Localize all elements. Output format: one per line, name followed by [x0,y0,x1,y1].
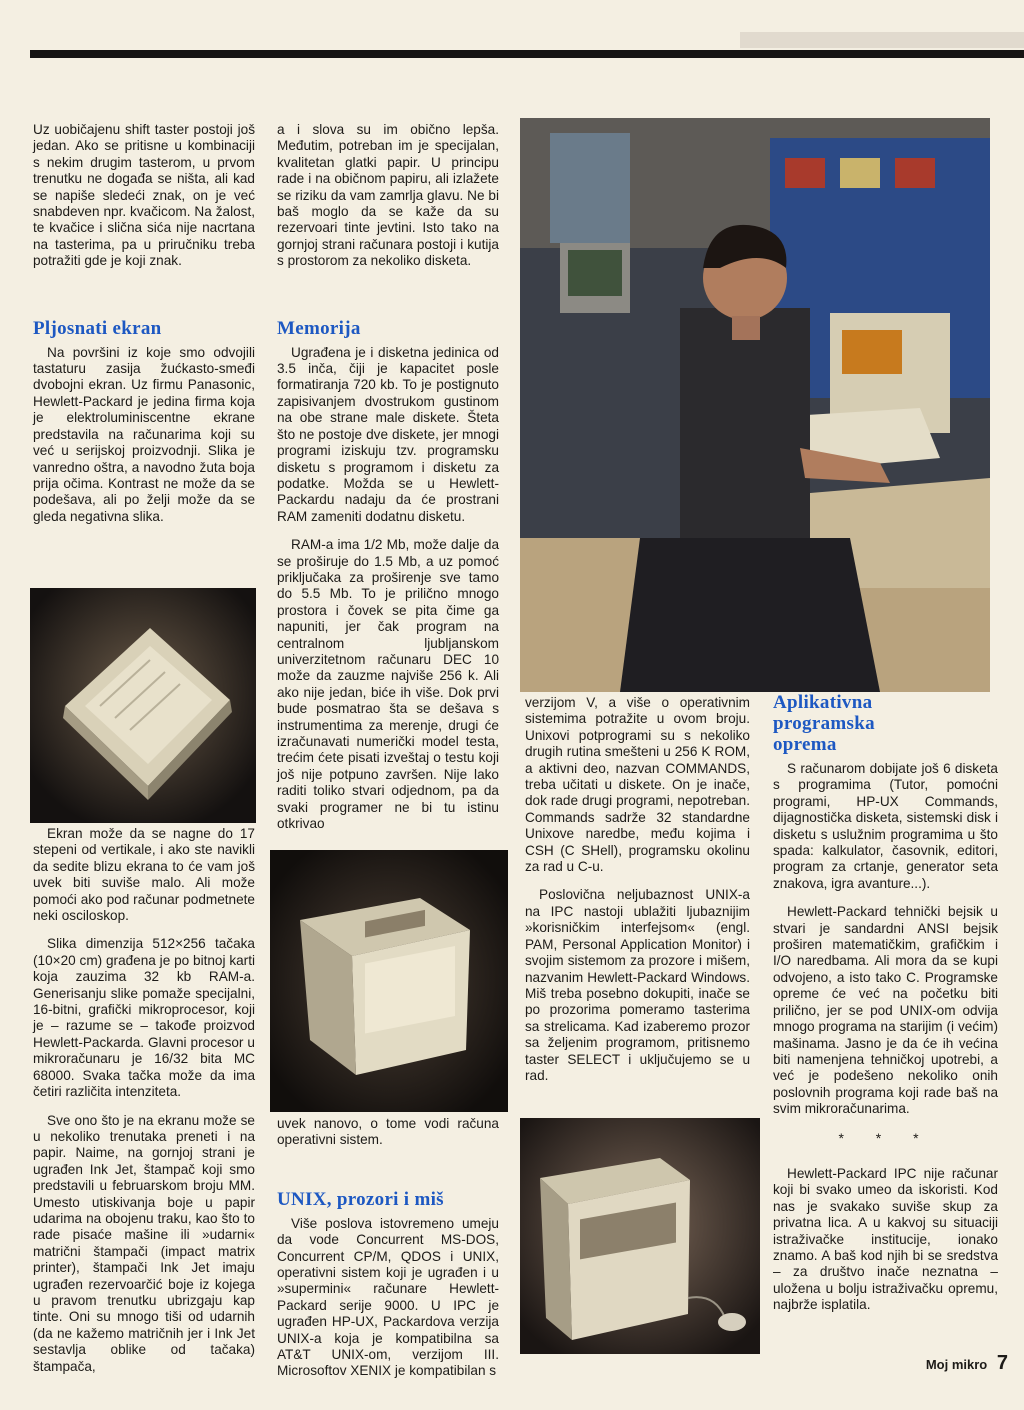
col4-paragraph-1: S računarom dobijate još 6 disketa s programima (Tutor, pomoćni programi, HP-UX Commands, dijagnostička disketa, sistemski disk i disketu s uslužnim programima u što spada: kalkulator, časovnik, editori, program za crtanje, generator seta znakova, igra avanture...). [773,761,998,891]
photo-computer-with-mouse [520,1118,760,1354]
col1-paragraph-1: Na površini iz koje smo odvojili tastaturu zasija žućkasto-smeđi dvobojni ekran. Uz firmu Panasonic, Hewlett-Packard je jedina firma koja je elektroluminiscentne ekrane predstavila na računarima koji su već u serijskoj proizvodnji. Slika je vanredno oštra, a navodno žuta boja prija očima. Kontrast ne može da se podešava, ali po želji može da se gleda negativna slika. [33,344,255,524]
col2-paragraph-4: Više poslova istovremeno umeju da vode Concurrent MS-DOS, Concurrent CP/M, QDOS i UNIX, operativni sistem koji je ugrađen i u »supermini« računare Hewlett-Packard serije 9000. U IPC je ugrađen HP-UX, Packardova verzija UNIX-a koja je kompatibilna sa AT&T UNIX-om, verzijom III. Microsoftov XENIX je kompatibilan s [277,1215,499,1379]
col1-paragraph-4: Sve ono što je na ekranu može se u nekoliko trenutaka preneti i na papir. Naime, na gornjoj strani je ugrađen Ink Jet, štampač koji smo predstavili u februarskom broju MM. Umesto utiskivanja boje u papir udarima na obojenu traku, kao što to rade pisaće mašine ili »udarni« matrični štampači (impact matrix printer), štampači Ink Jet imaju ugrađen rezervoarčić boje iz kojega u pravom trenutku ubrizgaju kap tinte. Oni su mnogo tiši od udarnih (da ne kažemo matričnih jer i Ink Jet sestavlja oblike od tačaka) štampača, [33,1112,255,1374]
heading-pljosnati-ekran: Pljosnati ekran [33,317,162,339]
col1-intro: Uz uobičajenu shift taster postoji još jedan. Ako se pritisne u kombinaciji s nekim drugim tasterom, u prvom trenutku ne događa se ništa, ali kad se napiše sledeći znak, on je već snabdeven npr. kvačicom. Na žalost, te kvačice i slična sića nije nacrtana na tasterima, pa u priručniku treba potražiti gde je koji znak. [33,122,255,269]
column-1-lower [33,826,255,1387]
page-number: 7 [996,1352,1008,1374]
faded-header-strip [740,32,1024,48]
top-rule [30,50,1024,58]
section-separator-stars: * * * [838,1129,933,1146]
column-2-lower [277,1116,499,1392]
col3-paragraph-2: Poslovična neljubaznost UNIX-a na IPC nastoji ublažiti ljubaznijim »korisničkim interfejsom« (engl. PAM, Personal Application Monitor) i svojim sistemom za prozore i mišem, nazvanim Hewlett-Packard Windows. Miš treba posebno dokupiti, inače se po prozorima pomeramo tasterima sa strelicama. Kad izaberemo prozor sa željenim programom, pritisnemo taster SELECT i uključujemo se u rad. [525,887,750,1083]
heading-memorija: Memorija [277,317,361,339]
magazine-name: Moj mikro [925,1357,988,1372]
column-4 [773,692,998,1326]
col1-paragraph-3: Slika dimenzija 512×256 tačaka (10×20 cm) građena je po bitnoj karti koja zauzima 32 kb RAM-a. Generisanju slike pomaže specijalni, 16-bitni, grafički mikroprocesor, koji je – razume se – takođe proizvod Hewlett-Packarda. Glavni procesor u mikroračunaru je 16/32 bita MC 68000. Svaka tačka može da ima četiri različita intenziteta. [33,936,255,1100]
col2-intro: a i slova su im obično lepša. Međutim, potreban im je specijalan, kvalitetan glatki papir. U principu rade i na običnom papiru, ali izlažete se riziku da vam zamrlja glavu. Ne bi baš moglo da se kaže da su rezervoari tinte jevtini. Isto tako na gornjoj strani računara postoji i kutija s prostorom za nekoliko disketa. [277,122,499,269]
heading-unix-prozori-mis: UNIX, prozori i miš [277,1188,444,1210]
col2-paragraph-2: RAM-a ima 1/2 Mb, može dalje da se proširuje do 1.5 Mb, a uz pomoć priključaka za proširenje sve tamo do 5.5 Mb. To je prilično mnogo prostora i čovek se pita čime ga napuniti, jer čak program na centralnom ljubljanskom univerzitetnom računaru DEC 10 može da zauzme najviše 256 k. Ali ako nije jedan, biće ih više. Dok prvi bude posmatrao šta se dešava s instrumentima za merenje, drugi će izračunavati numerički model testa, trećim ćete pisati izveštaj o testu koji još nije potpuno završen. Nije lako raditi toliko stvari odjednom, pa da svaki programer ne bi tu istinu otkrivao [277,537,499,832]
col2-paragraph-3: uvek nanovo, o tome vodi računa operativni sistem. [277,1116,499,1148]
photo-man-at-computer [520,118,990,692]
col3-paragraph-1: verzijom V, a više o operativnim sistemima potražite u ovom broju. Unixovi potprogrami su s nekoliko drugih rutina smešteni u 256 K ROM, a aktivni deo, nazvan COMMANDS, treba učitati u diskete. On je inače, dok rade drugi programi, nepotreban. Commands sadrže 32 standardne Unixove naredbe, među kojima i CSH (C SHell), programsku okolinu za rad u C-u. [525,695,750,875]
col4-paragraph-3: Hewlett-Packard IPC nije računar koji bi svako umeo da iskoristi. Kod nas je svakako suviše skup za privatna lica. A u kakvoj su situaciji istraživačke institucije, ionako znamo. A baš kod njih bi se sredstva – za društvo inače neznatna – uložena u bolju istraživačku opremu, najbrže isplatila. [773,1165,998,1313]
column-1 [33,122,255,537]
col4-paragraph-2: Hewlett-Packard tehnički bejsik u stvari je sandardni ANSI bejsik proširen matematičkim, grafičkim i I/O naredbama. Ali mora da se kupi odvojeno, a isto tako C. Programske opreme će već na početku biti prilično, jer se pod UNIX-om odvija mnogo programa na starijim (i većim) mašinama. Jasno je da će ih većina biti namenjena tehničkoj upotrebi, a već je podešeno nekoliko onih poslovnih programa koji rade baš na svim mikroračunarima. [773,904,998,1117]
col1-paragraph-2: Ekran može da se nagne do 17 stepeni od vertikale, i ako ste navikli da sedite blizu ekrana to će vam još uvek biti suviše malo. Ali može pomoći ako pod računar podmetnete neki osciloskop. [33,826,255,924]
column-2 [277,122,499,844]
photo-computer-angled [30,588,256,823]
photo-computer-open [270,850,508,1112]
page-footer [926,1352,1008,1375]
col2-paragraph-1: Ugrađena je i disketna jedinica od 3.5 inča, čiji je kapacitet posle formatiranja 720 kb. To je postignuto zapisivanjem dvostrukom gustinom na obe strane male diskete. Šteta što ne postoje dve diskete, jer mnogi programi iziskuju tzv. programsku disketu s programom i disketu za podatke. Možda se u Hewlett-Packardu nadaju da će prostrani RAM zameniti dodatnu disketu. [277,344,499,524]
heading-aplikativna-programska-oprema: Aplikativna programska oprema [773,692,875,755]
column-3 [525,695,750,1096]
